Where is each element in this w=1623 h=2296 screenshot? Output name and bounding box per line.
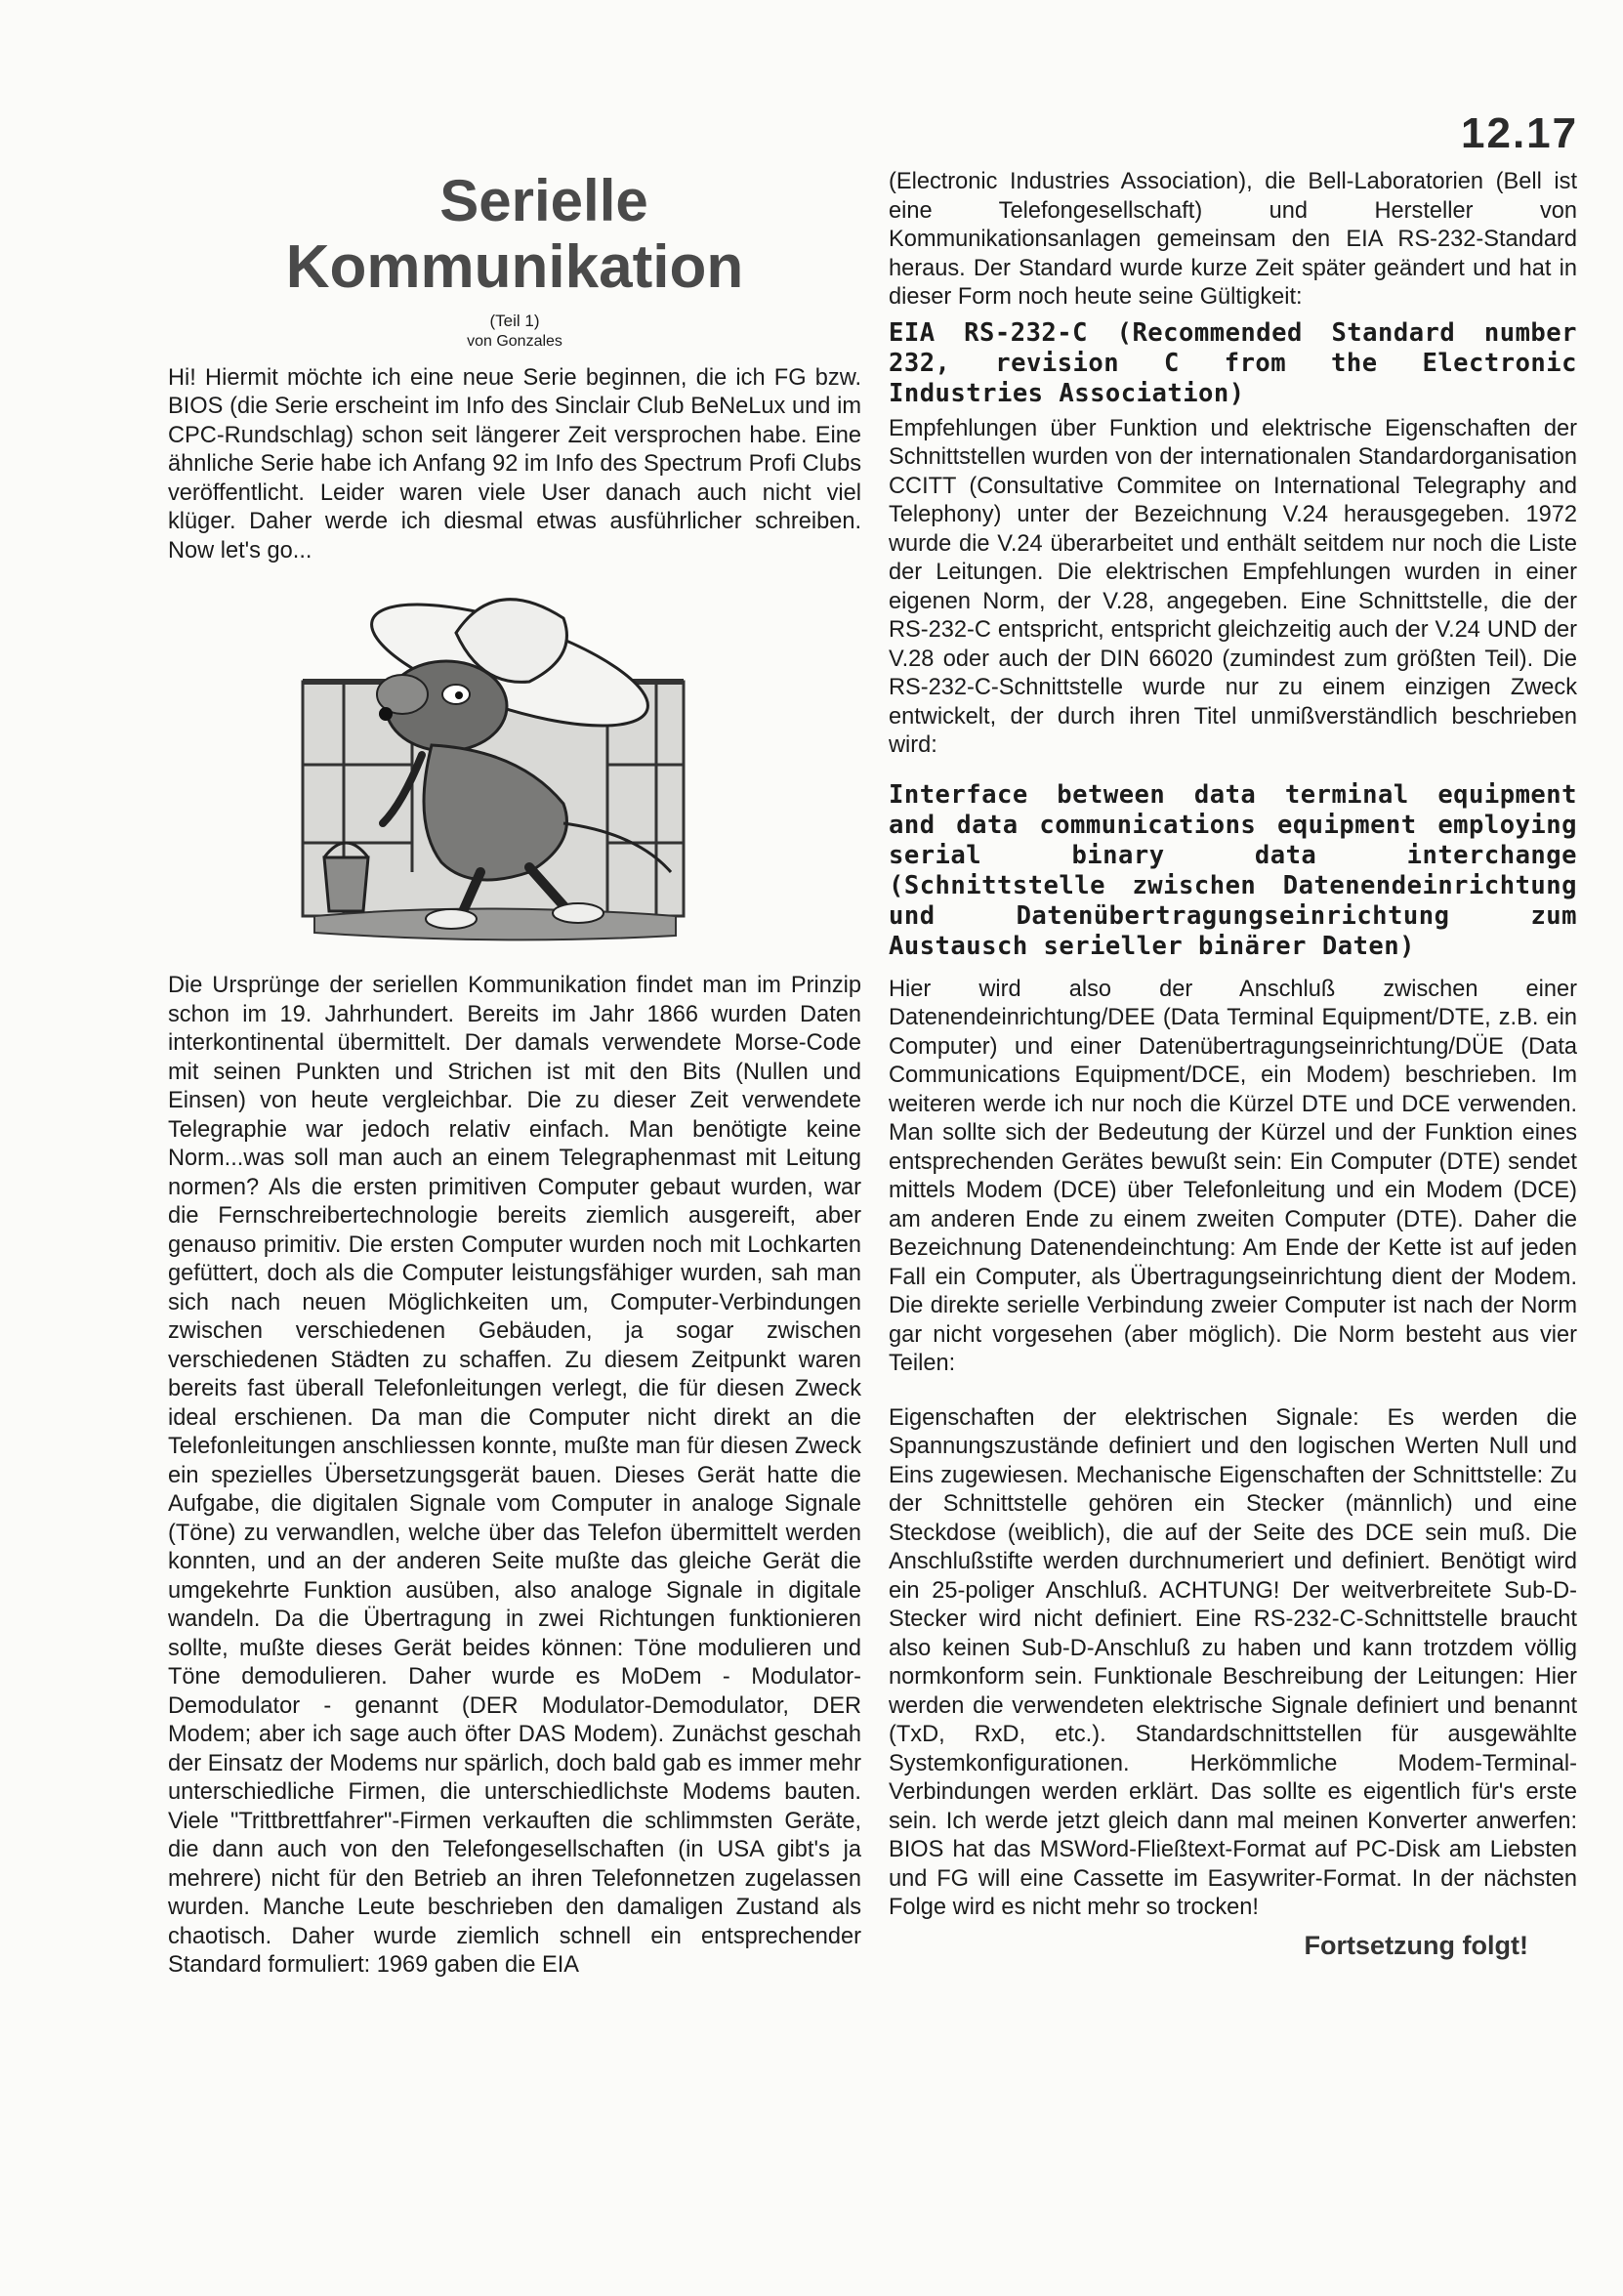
right-column [889,168,1577,1961]
dte-dce-paragraph: Hier wird also der Anschluß zwischen einer Datenendeinrichtung/DEE (Data Terminal Equipment/DTE, z.B. ein Computer) und einer Datenübertragungseinrichtung/DÜE (Data Communications Equipment/DCE, ein Modem) beschrieben. Im weiteren werde ich nur noch die Kürzel DTE und DCE verwenden. Man sollte sich der Bedeutung der Kürzel und der Funktion eines entsprechenden Gerätes bewußt sein: Ein Computer (DTE) sendet mittels Modem (DCE) über Telefonleitung und ein Modem (DCE) am anderen Ende zu einem zweiten Computer (DTE). Daher die Bezeichnung Datenendeinchtung: Am Ende der Kette ist auf jeden Fall ein Computer, als Übertragungseinrichtung dient der Modem. Die direkte serielle Verbindung zweier Computer ist nach der Norm gar nicht vorgesehen (aber möglich). Die Norm besteht aus vier Teilen: [889,976,1577,1376]
paragraph-gap [889,1379,1577,1404]
title-line-1: Serielle [439,168,648,233]
left-column [168,168,861,1981]
intro-paragraph: Hi! Hiermit möchte ich eine neue Serie beginnen, die ich FG bzw. BIOS (die Serie erscheint im Info des Sinclair Club BeNeLux und im CPC-Rundschlag) schon seit längerer Zeit versprochen habe. Eine ähnliche Serie habe ich Anfang 92 im Info des Spectrum Profi Clubs veröffentlicht. Leider waren viele User danach auch nicht viel klüger. Daher werde ich diesmal etwas ausführlicher schreiben. Now let's go... [168,364,861,564]
interface-title-heading: Interface between data terminal equipment and data communications equipment employing serial binary data interchange (Schnittstelle zwischen Datenendeinrichtung und Datenübertragungseinrichtung zum Austausch serieller binärer Daten) [889,779,1577,961]
cartoon-mouse-illustration [285,579,705,950]
article-title [168,168,861,302]
continuation-note: Fortsetzung folgt! [1304,1930,1528,1960]
history-paragraph: Die Ursprünge der seriellen Kommunikation findet man im Prinzip schon im 19. Jahrhundert. Bereits im Jahr 1866 wurden Daten interkontinental übermittelt. Der damals verwendete Morse-Code mit seinen Punkten und Strichen ist mit den Bits (Nullen und Einsen) von heute vergleichbar. Die zu dieser Zeit verwendete Telegraphie war jedoch relativ einfach. Man benötigte keine Norm...was soll man auch an einem Telegraphenmast mit Leitung normen? Als die ersten primitiven Computer gebaut wurden, war die Fernschreibertechnologie bereits ziemlich ausgereift, aber genauso primitiv. Die ersten Computer wurden noch mit Lochkarten gefüttert, doch als die Computer leistungsfähiger wurden, sah man sich nach neuen Möglichkeiten um, Computer-Verbindungen zwischen verschiedenen Gebäuden, ja sogar zwischen verschiedenen Städten zu schaffen. Zu diesem Zeitpunkt waren bereits fast überall Telefonleitungen verlegt, die für diesen Zweck ideal erschienen. Da man die Computer nicht direkt an die Telefonleitungen anschliessen konnte, mußte man für diesen Zweck ein spezielles Übersetzungsgerät bauen. Dieses Gerät hatte die Aufgabe, die digitalen Signale vom Computer in analoge Signale (Töne) zu verwandlen, welche über das Telefon übermittelt werden konnten, und an der anderen Seite mußte das gleiche Gerät die umgekehrte Funktion ausüben, also analoge Signale in digitale wandeln. Da die Übertragung in zwei Richtungen funktionieren sollte, mußte dieses Gerät beides können: Töne modulieren und Töne demodulieren. Daher wurde es MoDem - Modulator-Demodulator - genannt (DER Modulator-Demodulator, DER Modem; aber ich sage auch öfter DAS Modem). Zunächst geschah der Einsatz der Modems nur spärlich, doch bald gab es immer mehr unterschiedliche Firmen, die unterschiedlichste Modems bauten. Viele "Trittbrettfahrer"-Firmen verkauften die schlimmsten Geräte, die dann auch von den Telefongesellschaften (in USA gibt's ja mehrere) nicht für den Betrieb an ihren Telefonnetzen zugelassen wurden. Manche Leute beschrieben den damaligen Zustand als chaotisch. Daher wurde ziemlich schnell ein entsprechender Standard formuliert: 1969 gaben die EIA [168,973,861,1979]
article-author: von Gonzales [467,332,562,350]
four-parts-paragraph: Eigenschaften der elektrischen Signale: Es werden die Spannungszustände definiert und den logischen Werten Null und Eins zugewiesen. Mechanische Eigenschaften der Schnittstelle: Zu der Schnittstelle gehören ein Stecker (männlich) und eine Steckdose (weiblich), die auf der Seite des DCE sein muß. Die Anschlußstifte werden durchnumeriert und definiert. Benötigt wird ein 25-poliger Anschluß. ACHTUNG! Der weitverbreitete Sub-D-Stecker wird nicht definiert. Eine RS-232-C-Schnittstelle braucht also keinen Sub-D-Anschluß zu haben und kann trotzdem völlig normkonform sein. Funktionale Beschreibung der Leitungen: Hier werden die verwendeten elektrische Signale definiert und benannt (TxD, RxD, etc.). Standardschnittstellen für ausgewählte Systemkonfigurationen. Herkömmliche Modem-Terminal-Verbindungen werden erklärt. Das sollte es eigentlich für's erste sein. Ich werde jetzt gleich dann mal meinen Konverter anwerfen: BIOS hat das MSWord-Fließtext-Format auf PC-Disk am Liebsten und FG will eine Cassette im Easywriter-Format. In der nächsten Folge wird es nicht mehr so trocken! [889,1404,1577,1920]
title-line-2: Kommunikation [285,233,744,302]
article-subtitle: (Teil 1) [489,311,540,330]
page-number: 12.17 [1461,109,1579,157]
ccitt-paragraph: Empfehlungen über Funktion und elektrische Eigenschaften der Schnittstellen wurden von der internationalen Standardorganisation CCITT (Consultative Commitee on International Telegraphy and Telephony) unter der Bezeichnung V.24 herausgegeben. 1972 wurde die V.24 überarbeitet und enthält seitdem nur noch die Liste der Leitungen. Die elektrischen Empfehlungen wurden in einer eigenen Norm, der V.28, angegeben. Eine Schnittstelle, die der RS-232-C entspricht, entspricht gleichzeitig auch der V.24 UND der V.28 oder auch der DIN 66020 (zumindest zum größten Teil). Die RS-232-C-Schnittstelle wurde nur zu einem einzigen Zweck entwickelt, der durch ihren Titel unmißverständlich beschrieben wird: [889,415,1577,758]
standard-name-heading: EIA RS-232-C (Recommended Standard number 232, revision C from the Electronic Industries Association) [889,317,1577,408]
eia-intro-paragraph: (Electronic Industries Association), die Bell-Laboratorien (Bell ist eine Telefongesellschaft) und Hersteller von Kommunikationsanlagen gemeinsam den EIA RS-232-Standard heraus. Der Standard wurde kurze Zeit später geändert und hat in dieser Form noch heute seine Gültigkeit: [889,169,1577,310]
